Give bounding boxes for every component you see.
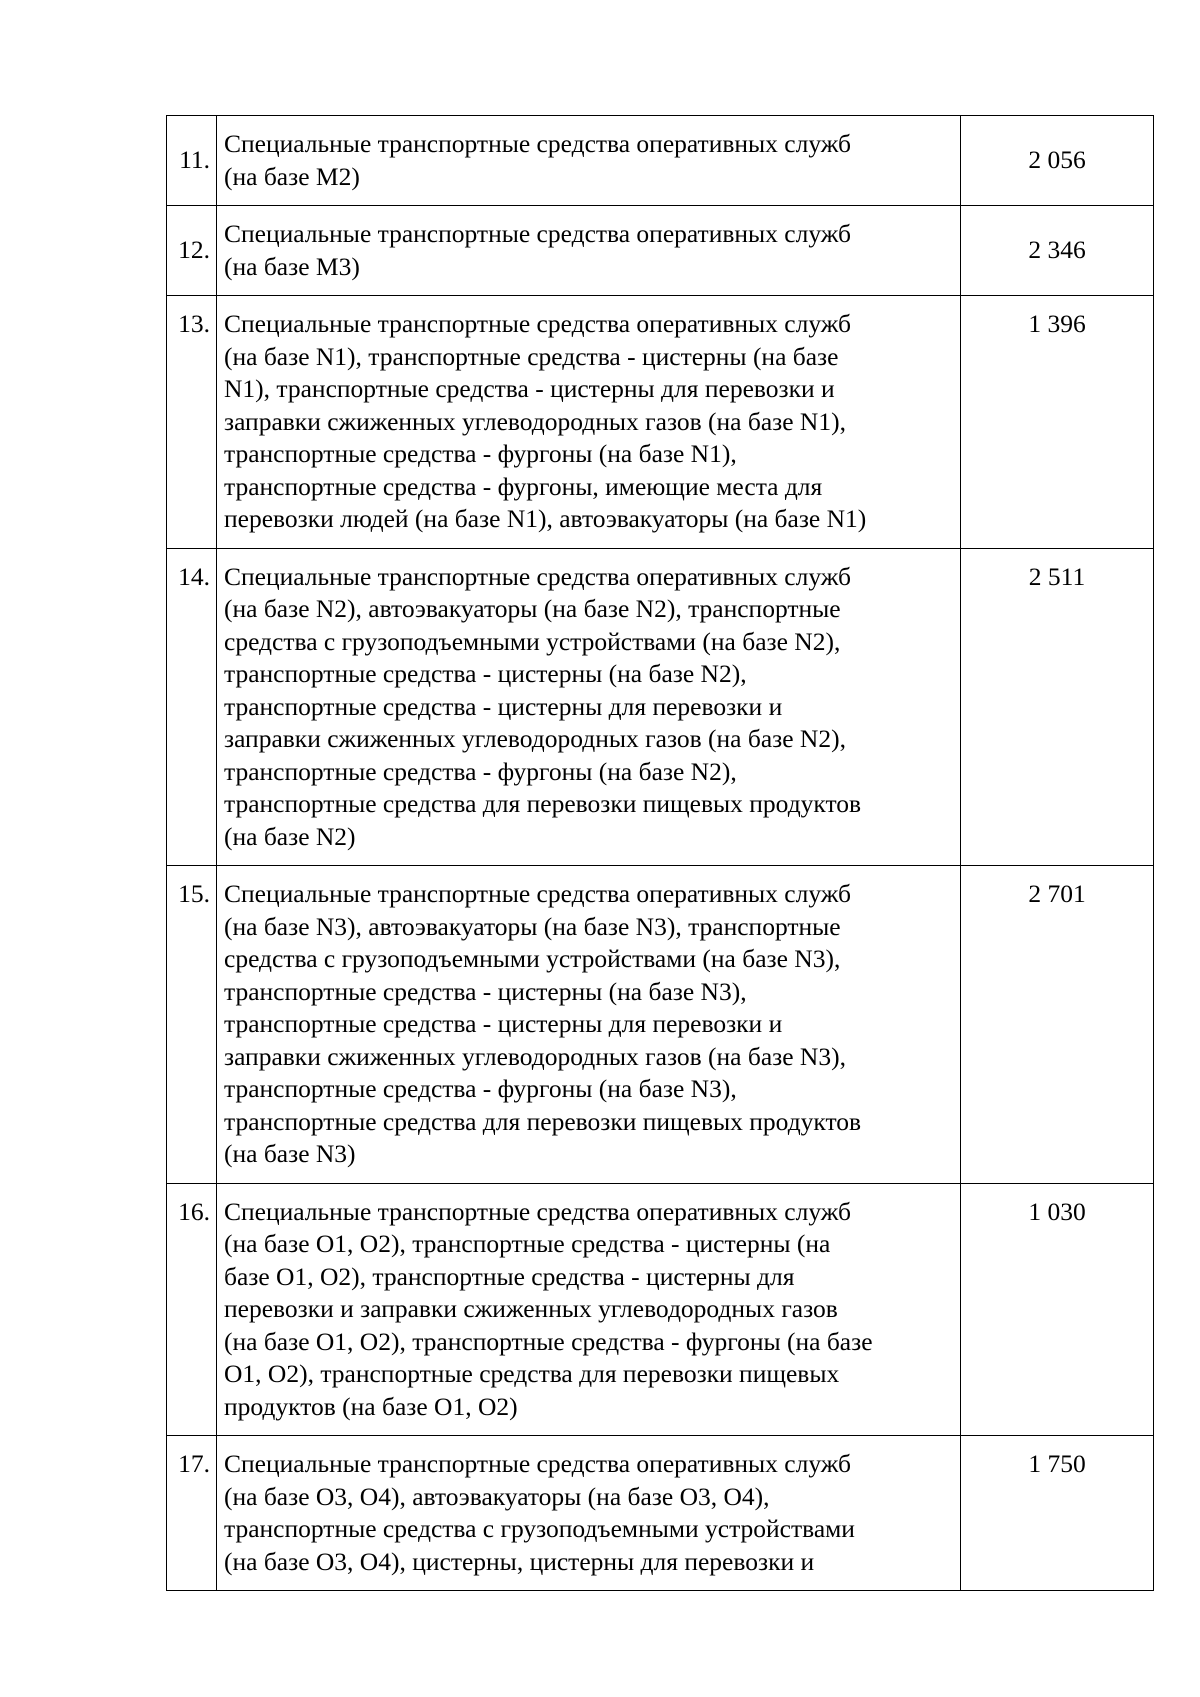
row-description <box>217 866 961 1184</box>
description-line: транспортные средства - фургоны (на базе N3), <box>224 1074 737 1103</box>
description-line: транспортные средства с грузоподъемными устройствами <box>224 1514 855 1543</box>
description-line: транспортные средства для перевозки пищевых продуктов <box>224 1106 862 1136</box>
row-description <box>217 1183 961 1436</box>
description-line: (на базе N1), транспортные средства - цистерны (на базе <box>224 341 839 371</box>
row-value: 2 346 <box>961 206 1154 296</box>
description-line: (на базе N3) <box>224 1139 356 1168</box>
description-line: Специальные транспортные средства оперативных служб <box>224 309 852 338</box>
row-description <box>217 1436 961 1591</box>
description-line: транспортные средства - фургоны (на базе N1), <box>224 439 737 468</box>
description-line: Специальные транспортные средства оперативных служб <box>224 129 852 158</box>
row-number: 14. <box>167 548 217 866</box>
description-line: транспортные средства - фургоны (на базе N2), <box>224 756 737 786</box>
row-value: 2 701 <box>961 866 1154 1184</box>
description-line: продуктов (на базе O1, O2) <box>224 1391 518 1421</box>
description-line: (на базе M2) <box>224 161 360 191</box>
description-line: (на базе N3), автоэвакуаторы (на базе N3), транспортные <box>224 911 841 941</box>
row-value: 1 396 <box>961 296 1154 549</box>
row-description <box>217 296 961 549</box>
table-row <box>167 1183 1154 1436</box>
description-line: O1, O2), транспортные средства для перевозки пищевых <box>224 1359 840 1388</box>
description-line: заправки сжиженных углеводородных газов (на базе N3), <box>224 1041 846 1071</box>
description-line: Специальные транспортные средства оперативных служб <box>224 1449 852 1478</box>
description-line: Специальные транспортные средства оперативных служб <box>224 219 852 248</box>
description-line: средства с грузоподъемными устройствами (на базе N2), <box>224 626 841 656</box>
row-number: 16. <box>167 1183 217 1436</box>
row-number: 15. <box>167 866 217 1184</box>
table-row <box>167 116 1154 206</box>
row-number: 13. <box>167 296 217 549</box>
row-number: 17. <box>167 1436 217 1591</box>
description-line: (на базе O1, O2), транспортные средства - цистерны (на <box>224 1229 831 1258</box>
description-line: транспортные средства - цистерны (на базе N3), <box>224 976 747 1006</box>
row-value: 2 511 <box>961 548 1154 866</box>
description-line: перевозки и заправки сжиженных углеводородных газов <box>224 1294 838 1323</box>
row-description <box>217 548 961 866</box>
description-line: транспортные средства - цистерны (на базе N2), <box>224 659 747 688</box>
row-description <box>217 206 961 296</box>
description-line: базе O1, O2), транспортные средства - цистерны для <box>224 1261 795 1291</box>
description-line: транспортные средства - цистерны для перевозки и <box>224 1009 783 1038</box>
description-line: (на базе N2) <box>224 821 356 851</box>
row-number: 12. <box>167 206 217 296</box>
description-line: Специальные транспортные средства оперативных служб <box>224 561 852 591</box>
table-row <box>167 206 1154 296</box>
description-line: транспортные средства для перевозки пищевых продуктов <box>224 789 862 818</box>
row-value: 1 750 <box>961 1436 1154 1591</box>
description-line: перевозки людей (на базе N1), автоэвакуаторы (на базе N1) <box>224 504 867 533</box>
description-line: заправки сжиженных углеводородных газов (на базе N2), <box>224 724 846 753</box>
description-line: транспортные средства - цистерны для перевозки и <box>224 691 783 721</box>
row-value: 2 056 <box>961 116 1154 206</box>
description-line: (на базе M3) <box>224 251 360 281</box>
row-number: 11. <box>167 116 217 206</box>
row-description <box>217 116 961 206</box>
description-line: транспортные средства - фургоны, имеющие места для <box>224 471 823 501</box>
table-row <box>167 866 1154 1184</box>
tariff-table <box>166 115 1154 1591</box>
table-row <box>167 1436 1154 1591</box>
description-line: (на базе N2), автоэвакуаторы (на базе N2), транспортные <box>224 594 841 623</box>
table-row <box>167 296 1154 549</box>
description-line: (на базе O3, O4), автоэвакуаторы (на базе O3, O4), <box>224 1481 770 1511</box>
description-line: Специальные транспортные средства оперативных служб <box>224 1196 852 1226</box>
description-line: N1), транспортные средства - цистерны для перевозки и <box>224 374 835 403</box>
description-line: заправки сжиженных углеводородных газов (на базе N1), <box>224 406 846 436</box>
description-line: средства с грузоподъемными устройствами (на базе N3), <box>224 944 841 973</box>
description-line: Специальные транспортные средства оперативных служб <box>224 879 852 908</box>
description-line: (на базе O3, O4), цистерны, цистерны для перевозки и <box>224 1546 815 1576</box>
description-line: (на базе O1, O2), транспортные средства - фургоны (на базе <box>224 1326 873 1356</box>
table-row <box>167 548 1154 866</box>
row-value: 1 030 <box>961 1183 1154 1436</box>
